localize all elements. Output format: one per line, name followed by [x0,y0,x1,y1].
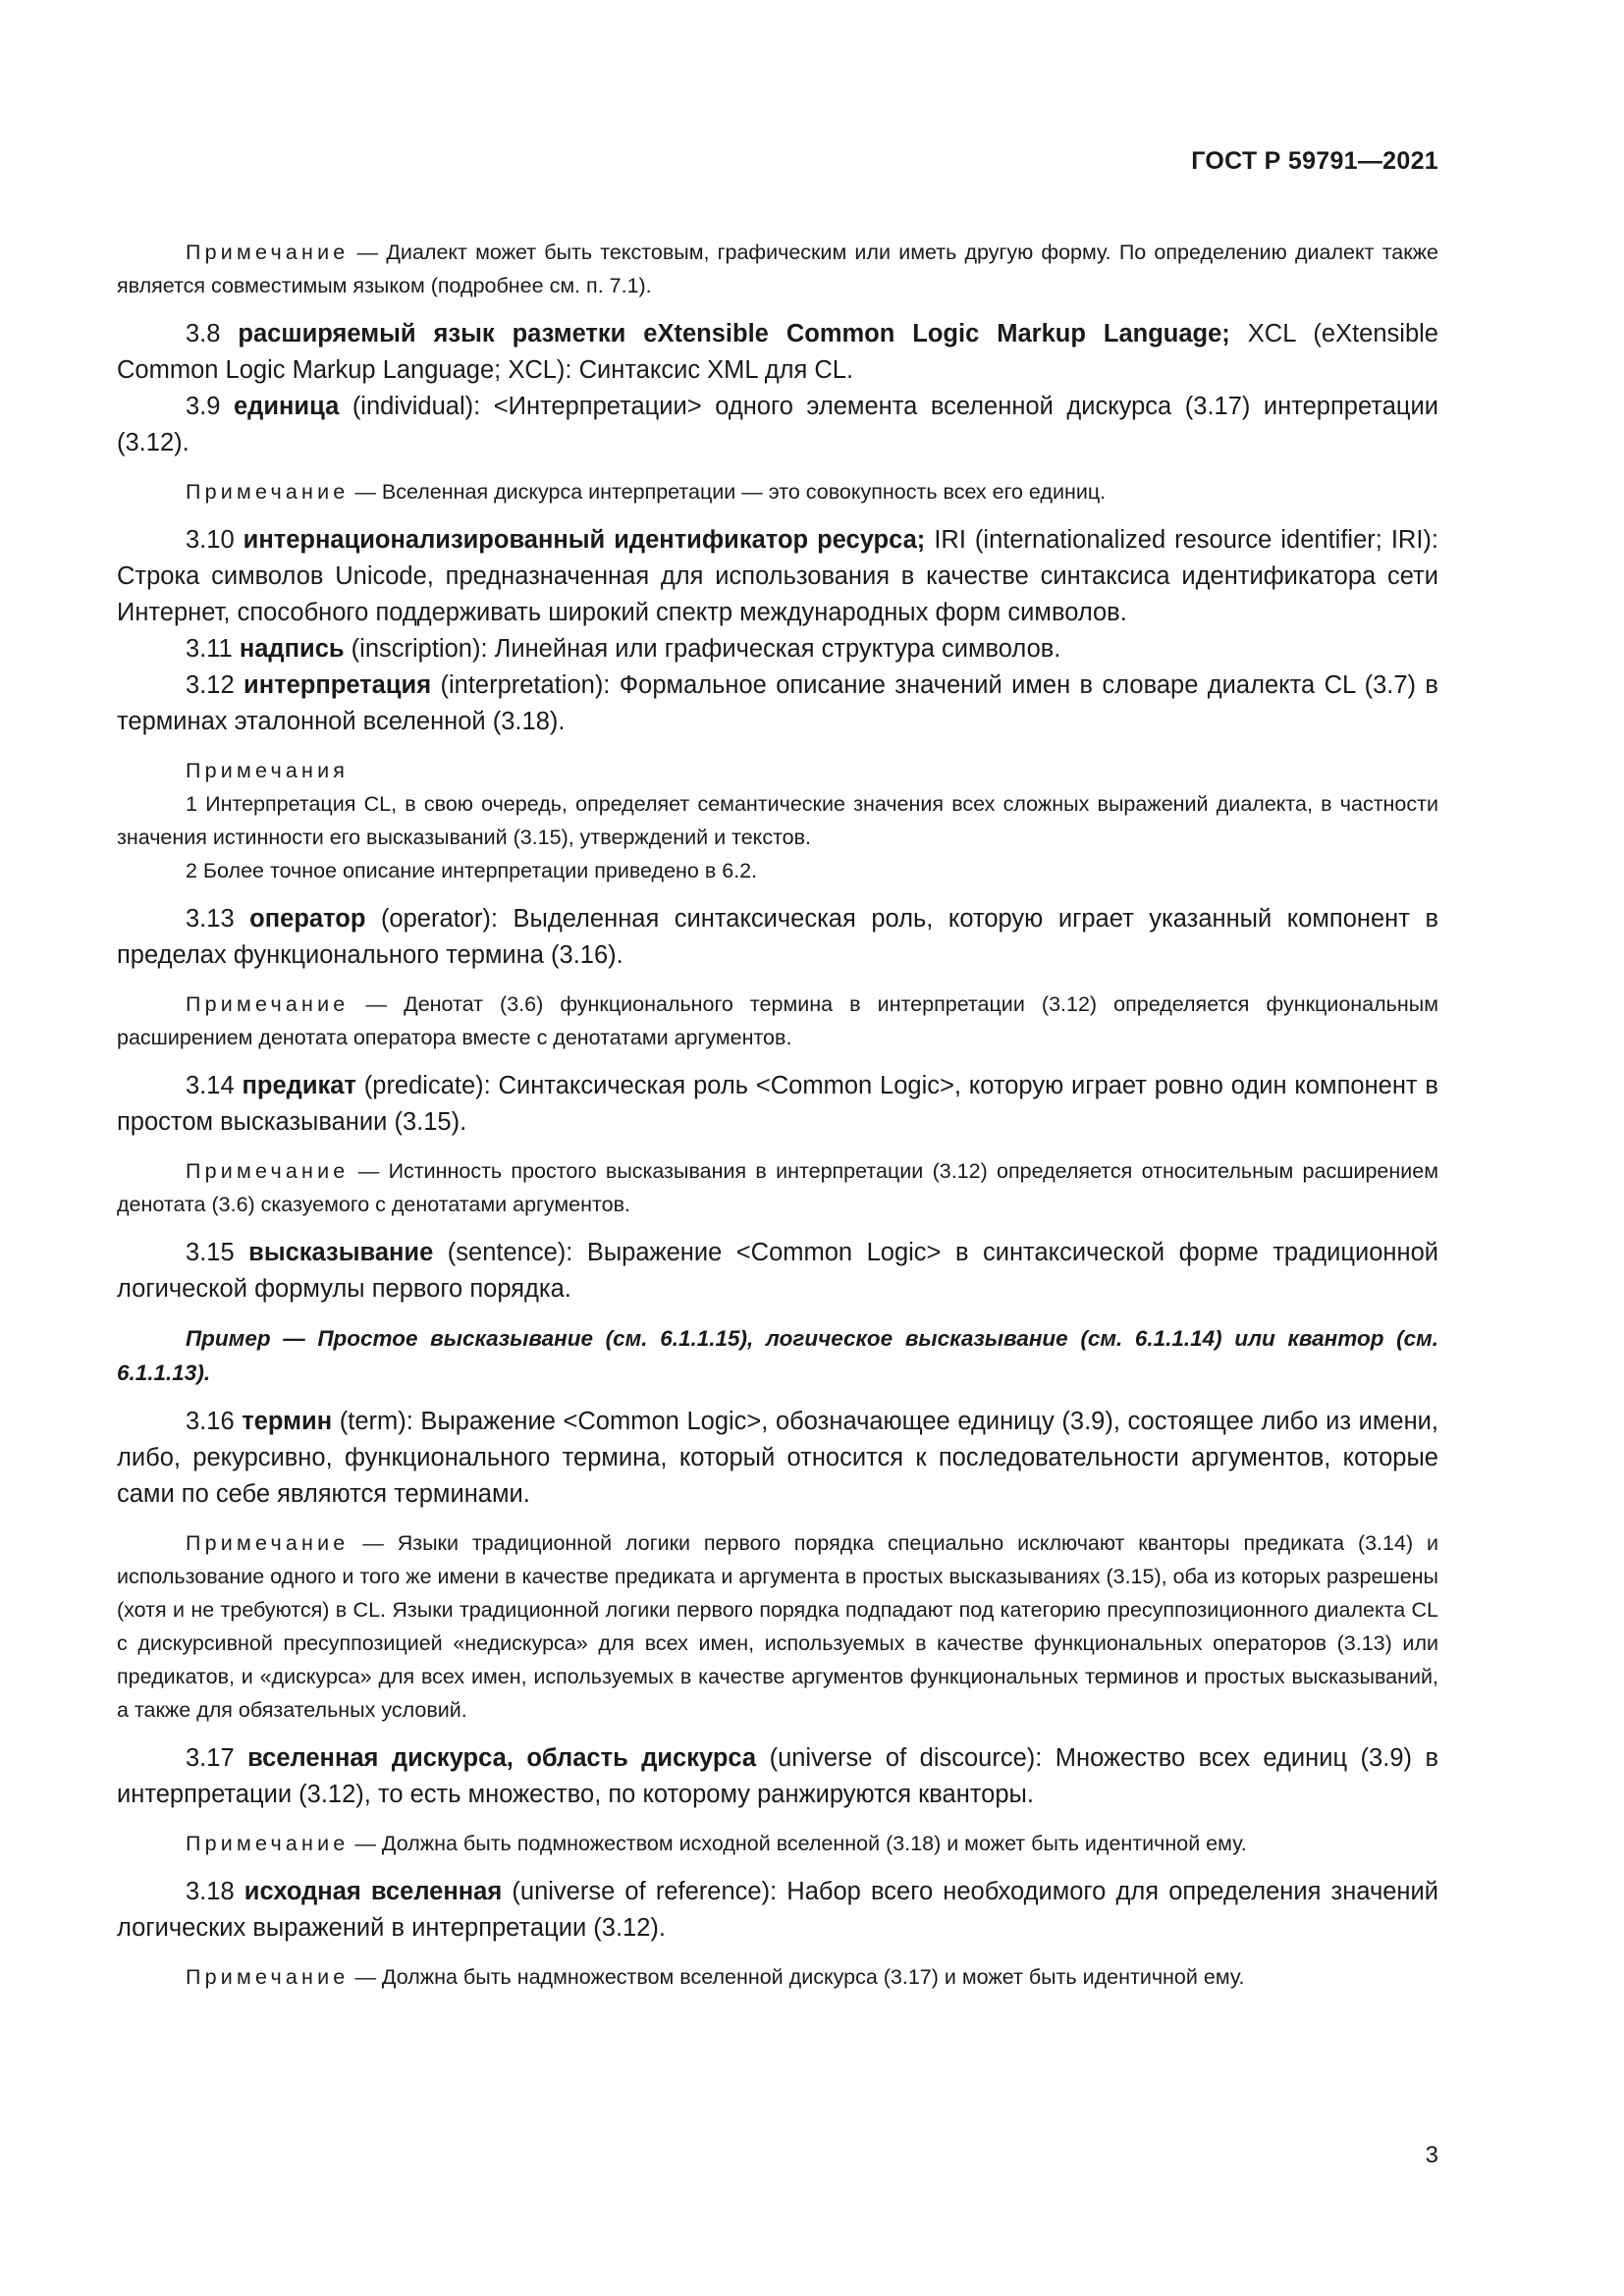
term-name: единица [233,393,340,420]
term-definition: IRI (internationalized resource identifier; IRI): Строка символов Unicode, предназначенная для использования в качестве синтаксиса идентификатора сети Интернет, способного поддерживать широкий спектр международных форм символов. [117,526,1438,626]
note-3-9 [117,475,1438,508]
term-name: предикат [242,1072,356,1099]
example-3-15: Пример — Простое высказывание (см. 6.1.1.15), логическое высказывание (см. 6.1.1.14) или квантор (см. 6.1.1.13). [117,1326,1438,1385]
term-number: 3.12 [186,671,235,699]
note-label: Примечание [186,1965,350,1989]
term-name: интернационализированный идентификатор ресурса; [243,526,926,554]
term-definition: (interpretation): Формальное описание значений имен в словаре диалекта CL (3.7) в терминах эталонной вселенной (3.18). [117,671,1438,735]
term-number: 3.10 [186,526,235,554]
term-number: 3.16 [186,1408,235,1435]
note-label: Примечание [186,480,350,504]
notes-item-1: 1 Интерпретация CL, в свою очередь, определяет семантические значения всех сложных выражений диалекта, в частности значения истинности его высказываний (3.15), утверждений и текстов. [117,792,1438,849]
term-number: 3.18 [186,1878,235,1905]
term-3-11 [117,631,1438,667]
term-definition: (term): Выражение <Common Logic>, обозначающее единицу (3.9), состоящее либо из имени, либо, рекурсивно, функционального термина, который относится к последовательности аргументов, которые сами по себе являются терминами. [117,1408,1438,1508]
term-number: 3.8 [186,320,221,347]
term-definition: (individual): <Интерпретации> одного элемента вселенной дискурса (3.17) интерпретации (3.12). [117,393,1438,456]
note-3-17 [117,1827,1438,1860]
note-label: Примечание [186,1531,350,1555]
term-name: расширяемый язык разметки eXtensible Common Logic Markup Language; [238,320,1230,347]
term-3-14 [117,1068,1438,1141]
note-text: — Языки традиционной логики первого порядка специально исключают кванторы предиката (3.14) и использование одного и того же имени в качестве предиката и аргумента в простых высказываниях (3.15), оба из которых разрешены (хотя и не требуются) в CL. Языки традиционной логики первого порядка подпадают под категорию пресуппозиционного диалекта CL с дискурсивной пресуппозицией «недискурса» для всех имен, используемых в качестве функциональных операторов (3.13) или предикатов, и «дискурса» для всех имен, используемых в качестве аргументов функциональных терминов и простых высказываний, а также для обязательных условий. [117,1531,1438,1722]
term-name: термин [242,1408,333,1435]
term-name: оператор [249,905,366,933]
term-number: 3.17 [186,1744,235,1772]
term-name: интерпретация [244,671,432,699]
notes-heading: Примечания [186,759,350,782]
term-definition: (sentence): Выражение <Common Logic> в синтаксической форме традиционной логической формулы первого порядка. [117,1239,1438,1303]
term-3-8 [117,316,1438,389]
term-definition: (predicate): Синтаксическая роль <Common Logic>, которую играет ровно один компонент в простом высказывании (3.15). [117,1072,1438,1136]
term-3-15 [117,1235,1438,1308]
term-number: 3.9 [186,393,221,420]
term-number: 3.15 [186,1239,235,1266]
note-3-13 [117,988,1438,1054]
note-dialect [117,236,1438,302]
note-text: — Должна быть надмножеством вселенной дискурса (3.17) и может быть идентичной ему. [354,1965,1245,1989]
note-3-18 [117,1960,1438,1994]
term-3-13 [117,901,1438,974]
note-text: — Должна быть подмножеством исходной вселенной (3.18) и может быть идентичной ему. [354,1832,1247,1855]
term-3-12 [117,667,1438,740]
term-3-17 [117,1740,1438,1813]
term-3-16 [117,1404,1438,1513]
term-definition: (operator): Выделенная синтаксическая роль, которую играет указанный компонент в пределах функционального термина (3.16). [117,905,1438,969]
term-definition: XCL (eXtensible Common Logic Markup Language; XCL): Синтаксис XML для CL. [117,320,1438,384]
note-label: Примечание [186,240,350,264]
note-text: — Диалект может быть текстовым, графическим или иметь другую форму. По определению диалект также является совместимым языком (подробнее см. п. 7.1). [117,240,1438,297]
term-number: 3.11 [186,635,233,663]
note-label: Примечание [186,1832,350,1855]
document-id-header: ГОСТ Р 59791—2021 [1191,147,1438,175]
page-number: 3 [1425,2142,1438,2168]
term-number: 3.13 [186,905,235,933]
term-name: высказывание [248,1239,434,1266]
note-3-14 [117,1154,1438,1221]
note-3-16 [117,1526,1438,1727]
term-definition: (inscription): Линейная или графическая структура символов. [351,635,1061,663]
term-definition: (universe of discource): Множество всех единиц (3.9) в интерпретации (3.12), то есть множество, по которому ранжируются кванторы. [117,1744,1438,1808]
term-name: вселенная дискурса, область дискурса [247,1744,757,1772]
note-label: Примечание [186,992,350,1016]
note-label: Примечание [186,1159,350,1183]
note-text: — Вселенная дискурса интерпретации — это совокупность всех его единиц. [354,480,1107,504]
term-3-9 [117,389,1438,461]
term-name: надпись [239,635,345,663]
term-3-10 [117,522,1438,631]
term-name: исходная вселенная [244,1878,503,1905]
term-number: 3.14 [186,1072,235,1099]
term-3-18 [117,1874,1438,1947]
term-definition: (universe of reference): Набор всего необходимого для определения значений логических выражений в интерпретации (3.12). [117,1878,1438,1942]
note-text: — Денотат (3.6) функционального термина в интерпретации (3.12) определяется функциональным расширением денотата оператора вместе с денотатами аргументов. [117,992,1438,1049]
note-text: — Истинность простого высказывания в интерпретации (3.12) определяется относительным расширением денотата (3.6) сказуемого с денотатами аргументов. [117,1159,1438,1216]
document-body [117,222,1438,2007]
notes-item-2: 2 Более точное описание интерпретации приведено в 6.2. [186,859,758,882]
